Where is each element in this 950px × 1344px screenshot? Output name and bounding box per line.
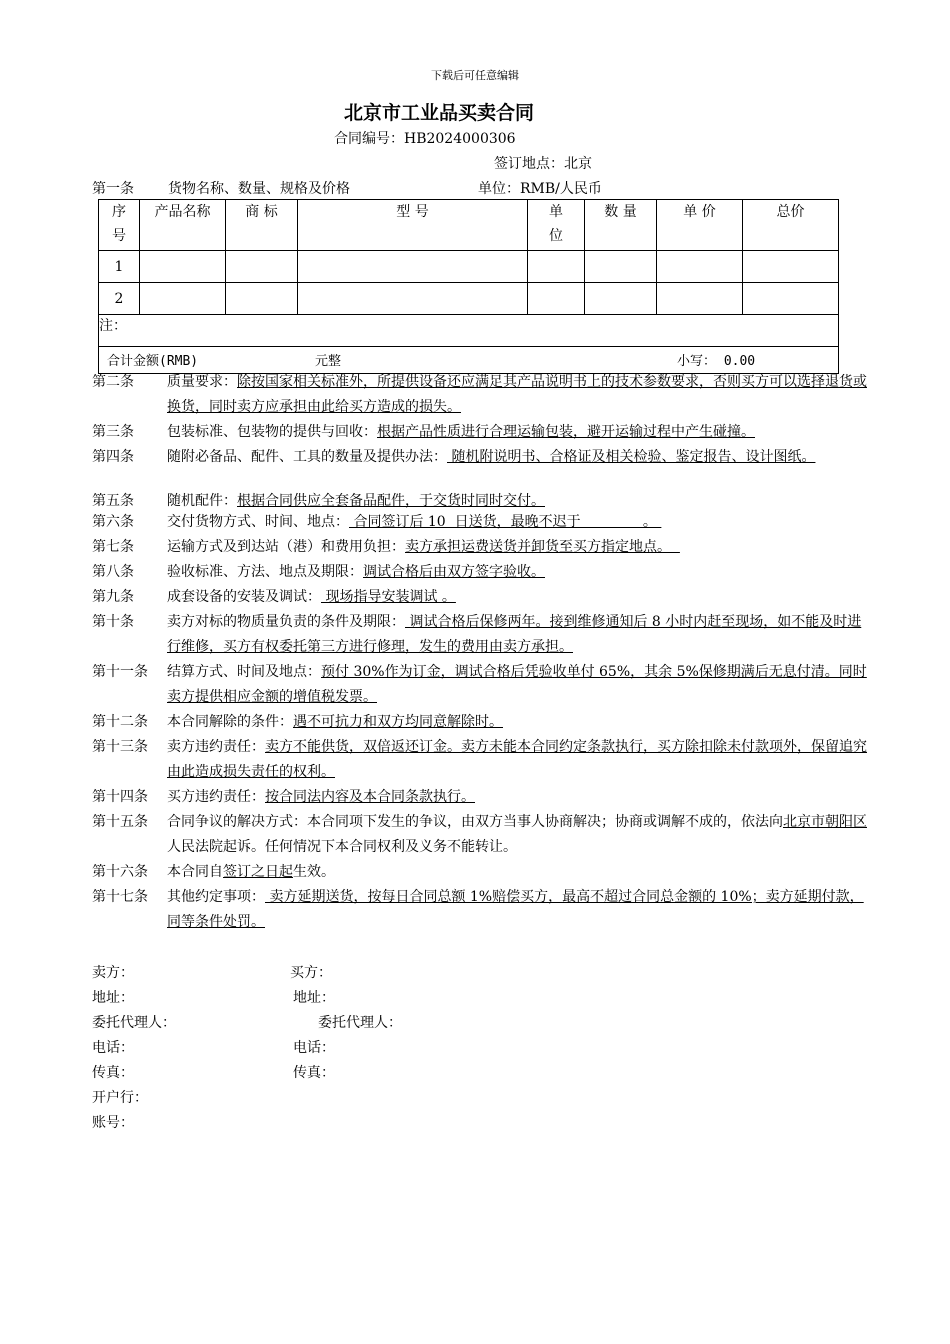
- article-body: 按合同法内容及本合同条款执行。: [265, 789, 475, 805]
- cell-unit[interactable]: [528, 283, 585, 315]
- row-number: 2: [99, 283, 140, 315]
- article-body: 随机附说明书、合格证及相关检验、鉴定报告、设计图纸。: [447, 449, 816, 465]
- cell-product-name[interactable]: [140, 251, 226, 283]
- article-body: 北京市朝阳区: [783, 814, 867, 830]
- article-body: 根据产品性质进行合理运输包装，避开运输过程中产生碰撞。: [377, 424, 755, 440]
- seller-address-label: 地址：: [92, 990, 134, 1006]
- article-label: 第九条: [92, 589, 134, 605]
- bank-label: 开户行：: [92, 1090, 148, 1106]
- article-3: [92, 420, 872, 445]
- header-quantity: 数 量: [585, 200, 657, 251]
- article-prefix: 卖方对标的物质量负责的条件及期限：: [167, 614, 405, 630]
- account-label: 账号：: [92, 1115, 134, 1131]
- article-prefix: 运输方式及到达站（港）和费用负担：: [167, 539, 405, 555]
- article-label: 第四条: [92, 449, 134, 465]
- cell-quantity[interactable]: [585, 251, 657, 283]
- article-prefix: 结算方式、时间及地点：: [167, 664, 321, 680]
- article-body: 合同签订后 10 日送货，最晚不迟于 。: [349, 514, 662, 530]
- article-13: [92, 735, 872, 785]
- article-label: 第十二条: [92, 714, 148, 730]
- article-label: 第十三条: [92, 739, 148, 755]
- article-label: 第十四条: [92, 789, 148, 805]
- article-4: [92, 445, 872, 470]
- article-label: 第十六条: [92, 864, 148, 880]
- header-model: 型 号: [298, 200, 528, 251]
- article-body: 根据合同供应全套备品配件，于交货时同时交付。: [237, 493, 545, 509]
- buyer-address-label: 地址：: [293, 990, 335, 1006]
- goods-table: [98, 199, 839, 374]
- article-16: [92, 860, 872, 885]
- total-small: 小写： 0.00: [677, 354, 756, 369]
- row-number: 1: [99, 251, 140, 283]
- article-prefix: 卖方违约责任：: [167, 739, 265, 755]
- article-label: 第六条: [92, 514, 134, 530]
- table-row: [99, 251, 839, 283]
- contract-title: 北京市工业品买卖合同: [343, 102, 534, 124]
- article-prefix: 质量要求：: [167, 374, 237, 390]
- seller-phone-label: 电话：: [92, 1040, 134, 1056]
- cell-product-name[interactable]: [140, 283, 226, 315]
- article-7: [92, 535, 872, 560]
- article-prefix: 交付货物方式、时间、地点：: [167, 514, 349, 530]
- header-brand: 商 标: [226, 200, 298, 251]
- article-label: 第十七条: [92, 889, 148, 905]
- article-1: [92, 178, 350, 198]
- article-label: 第三条: [92, 424, 134, 440]
- header-total-price: 总价: [743, 200, 839, 251]
- buyer-fax-label: 传真：: [293, 1065, 335, 1081]
- article-1-text: 货物名称、数量、规格及价格: [168, 181, 350, 197]
- article-label: 第二条: [92, 374, 134, 390]
- article-label: 第十一条: [92, 664, 148, 680]
- cell-unit-price[interactable]: [657, 283, 743, 315]
- article-prefix: 其他约定事项：: [167, 889, 265, 905]
- cell-brand[interactable]: [226, 283, 298, 315]
- article-body: 卖方不能供货，双倍返还订金。卖方未能本合同约定条款执行，买方除扣除未付款项外，保留追究由此造成损失责任的权利。: [167, 739, 867, 780]
- article-prefix: 随附必备品、配件、工具的数量及提供办法：: [167, 449, 447, 465]
- article-prefix: 本合同解除的条件：: [167, 714, 293, 730]
- article-body: 签订之日起: [223, 864, 293, 880]
- article-prefix: 合同争议的解决方式：本合同项下发生的争议，由双方当事人协商解决；协商或调解不成的，依法向: [167, 814, 783, 830]
- article-prefix: 包装标准、包装物的提供与回收：: [167, 424, 377, 440]
- article-suffix: 人民法院起诉。任何情况下本合同权利及义务不能转让。: [167, 839, 517, 855]
- top-note: 下载后可任意编辑: [431, 69, 519, 82]
- article-label: 第五条: [92, 493, 134, 509]
- note-label[interactable]: 注：: [99, 315, 839, 347]
- cell-total-price[interactable]: [743, 251, 839, 283]
- cell-model[interactable]: [298, 251, 528, 283]
- seller-agent-label: 委托代理人：: [92, 1015, 176, 1031]
- cell-model[interactable]: [298, 283, 528, 315]
- article-label: 第七条: [92, 539, 134, 555]
- table-note-row: [99, 315, 839, 347]
- header-product-name: 产品名称: [140, 200, 226, 251]
- article-prefix: 本合同自: [167, 864, 223, 880]
- article-prefix: 买方违约责任：: [167, 789, 265, 805]
- cell-brand[interactable]: [226, 251, 298, 283]
- buyer-phone-label: 电话：: [293, 1040, 335, 1056]
- article-15: [92, 810, 872, 860]
- signing-place: 签订地点：北京: [494, 156, 592, 172]
- seller-label: 卖方：: [92, 965, 134, 981]
- article-body: 遇不可抗力和双方均同意解除时。: [293, 714, 503, 730]
- article-14: [92, 785, 872, 810]
- article-17: [92, 885, 872, 935]
- article-prefix: 成套设备的安装及调试：: [167, 589, 321, 605]
- buyer-label: 买方：: [290, 965, 332, 981]
- article-body: 预付 30%作为订金，调试合格后凭验收单付 65%，其余 5%保修期满后无息付清。同时卖方提供相应金额的增值税发票。: [167, 664, 867, 705]
- article-body: 除按国家相关标准外，所提供设备还应满足其产品说明书上的技术参数要求，否则买方可以选择退货或换货，同时卖方应承担由此给买方造成的损失。: [167, 374, 867, 415]
- article-label: 第八条: [92, 564, 134, 580]
- article-5: [92, 490, 872, 512]
- article-label: 第十五条: [92, 814, 148, 830]
- article-label: 第十条: [92, 614, 134, 630]
- seller-fax-label: 传真：: [92, 1065, 134, 1081]
- article-8: [92, 560, 872, 585]
- article-prefix: 随机配件：: [167, 493, 237, 509]
- table-header-row: [99, 200, 839, 251]
- total-yuan: 元整: [315, 354, 342, 369]
- article-body: 调试合格后保修两年。接到维修通知后 8 小时内赶至现场，如不能及时进行维修，买方有权委托第三方进行修理，发生的费用由卖方承担。: [167, 614, 862, 655]
- article-11: [92, 660, 872, 710]
- article-9: [92, 585, 872, 610]
- article-2: [92, 370, 872, 420]
- header-seq: 序号: [99, 200, 140, 251]
- article-1-label: 第一条: [92, 181, 134, 197]
- cell-quantity[interactable]: [585, 283, 657, 315]
- buyer-agent-label: 委托代理人：: [318, 1015, 402, 1031]
- cell-unit-price[interactable]: [657, 251, 743, 283]
- article-body: 调试合格后由双方签字验收。: [363, 564, 545, 580]
- article-12: [92, 710, 872, 735]
- article-body: 现场指导安装调试 。: [321, 589, 456, 605]
- total-label: 合计金额(RMB): [107, 354, 199, 369]
- table-row: [99, 283, 839, 315]
- header-unit: 单位: [528, 200, 585, 251]
- article-10: [92, 610, 872, 660]
- article-6: [92, 511, 872, 533]
- article-body: 卖方延期送货，按每日合同总额 1%赔偿买方，最高不超过合同总金额的 10%；卖方延期付款，同等条件处罚。: [167, 889, 864, 930]
- cell-total-price[interactable]: [743, 283, 839, 315]
- header-unit-price: 单 价: [657, 200, 743, 251]
- contract-number: 合同编号：HB2024000306: [334, 131, 516, 147]
- currency-unit: 单位：RMB/人民币: [478, 181, 602, 197]
- article-suffix: 生效。: [293, 864, 335, 880]
- article-body: 卖方承担运费送货并卸货至买方指定地点。: [405, 539, 680, 555]
- article-prefix: 验收标准、方法、地点及期限：: [167, 564, 363, 580]
- cell-unit[interactable]: [528, 251, 585, 283]
